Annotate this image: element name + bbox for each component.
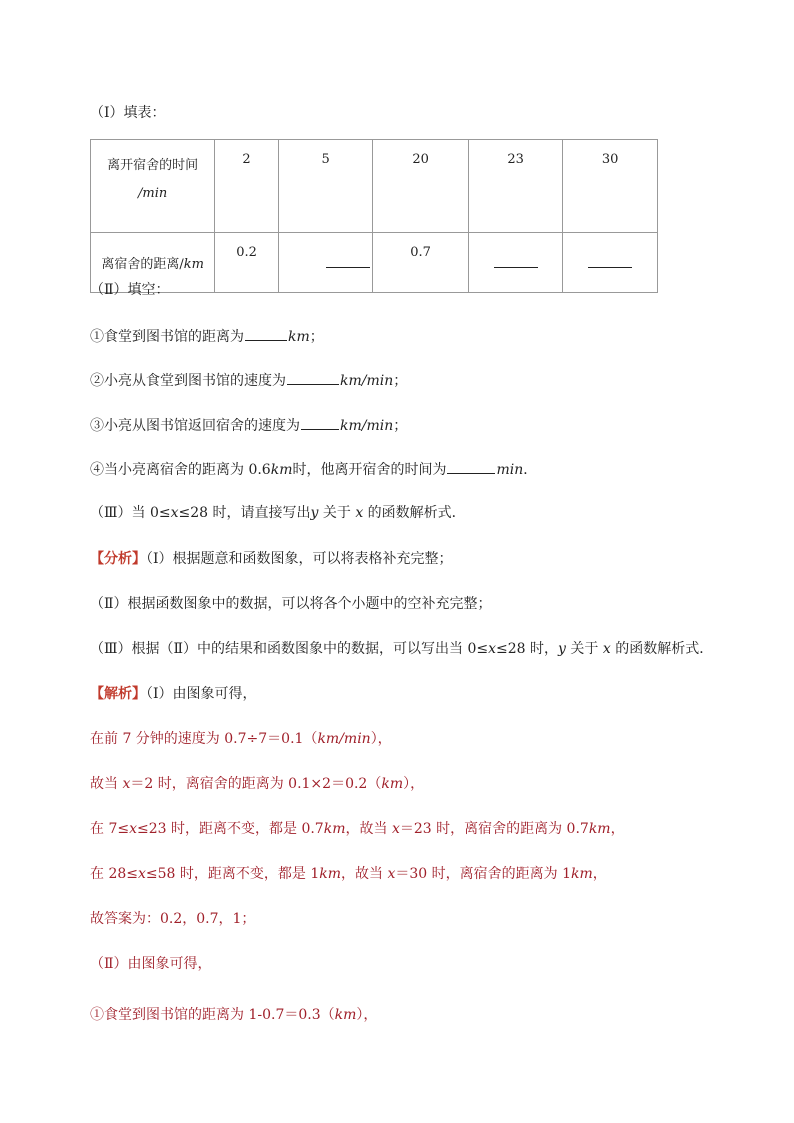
solution-text: ＝30 时，离宿舍的距离为 1 bbox=[395, 866, 572, 882]
table-row bbox=[91, 140, 658, 233]
part2-title: （Ⅱ）填空： bbox=[90, 282, 170, 298]
solution-line-2 bbox=[90, 730, 392, 748]
part3-text: 的函数解析式． bbox=[363, 505, 466, 521]
solution-text: ）， bbox=[403, 776, 425, 792]
q2-suffix: ； bbox=[393, 373, 408, 389]
var-x: x bbox=[355, 505, 364, 521]
solution-text: ①食堂到图书馆的距离为 1-0.7＝0.3（ bbox=[90, 1007, 335, 1023]
part1-title: （Ⅰ）填表： bbox=[90, 105, 166, 121]
solution-line-3 bbox=[90, 775, 424, 793]
question-3 bbox=[90, 415, 407, 435]
var-x: x bbox=[122, 776, 131, 792]
solution-text: ，故当 bbox=[341, 866, 388, 882]
q4-unit-km: km bbox=[270, 462, 293, 478]
unit: km/min bbox=[317, 731, 371, 747]
q3-text: ③小亮从图书馆返回宿舍的速度为 bbox=[90, 418, 300, 434]
q1-suffix: ； bbox=[309, 329, 324, 345]
solution-text: ）， bbox=[370, 731, 392, 747]
analysis-text: ≤28 时， bbox=[496, 641, 559, 657]
time-cell: 20 bbox=[373, 140, 468, 233]
question-4 bbox=[90, 459, 537, 479]
var-x: x bbox=[170, 505, 179, 521]
var-x: x bbox=[138, 866, 146, 882]
var-x: x bbox=[387, 866, 396, 882]
distance-blank-cell[interactable] bbox=[468, 233, 563, 293]
var-x: x bbox=[391, 821, 400, 837]
solution-line-7: （Ⅱ）由图象可得， bbox=[90, 956, 212, 972]
var-x: x bbox=[129, 821, 137, 837]
q2-text: ②小亮从食堂到图书馆的速度为 bbox=[90, 373, 286, 389]
analysis-line-1 bbox=[90, 550, 453, 568]
q1-unit: km bbox=[288, 329, 310, 345]
solution-tag: 【解析】 bbox=[90, 686, 146, 702]
analysis-text: 关于 bbox=[565, 641, 603, 657]
answer-blank[interactable] bbox=[447, 459, 495, 474]
solution-text: ）， bbox=[356, 1007, 378, 1023]
solution-text: 故当 bbox=[90, 776, 123, 792]
time-header-line1: 离开宿舍的时间 bbox=[107, 158, 199, 173]
distance-blank-cell[interactable] bbox=[278, 233, 373, 293]
solution-text: ，故当 bbox=[345, 821, 392, 837]
answer-blank[interactable] bbox=[326, 253, 370, 268]
part3-question bbox=[90, 504, 466, 522]
time-cell: 30 bbox=[563, 140, 658, 233]
solution-text: 在前 7 分钟的速度为 0.7÷7＝0.1（ bbox=[90, 731, 318, 747]
part3-text: ≤28 时，请直接写出 bbox=[178, 505, 311, 521]
analysis-line-2: （Ⅱ）根据函数图象中的数据，可以将各个小题中的空补充完整； bbox=[90, 596, 492, 612]
q3-suffix: ； bbox=[393, 418, 408, 434]
unit: km bbox=[588, 821, 611, 837]
q3-unit: km/min bbox=[340, 418, 394, 434]
solution-text: ≤58 时，距离不变，都是 1 bbox=[145, 866, 320, 882]
analysis-text: （Ⅲ）根据（Ⅱ）中的结果和函数图象中的数据，可以写出当 0≤ bbox=[90, 641, 489, 657]
time-header-cell bbox=[91, 140, 215, 233]
analysis-line-3 bbox=[90, 640, 713, 658]
analysis-tag: 【分析】 bbox=[90, 551, 146, 567]
table-row bbox=[91, 233, 658, 293]
part3-text: 关于 bbox=[318, 505, 356, 521]
unit: km bbox=[381, 776, 404, 792]
var-y: y bbox=[558, 641, 566, 657]
q4-unit-min: min bbox=[496, 462, 524, 478]
unit: km bbox=[571, 866, 593, 882]
time-header-unit: /min bbox=[138, 186, 168, 201]
part3-text: （Ⅲ）当 0≤ bbox=[90, 505, 171, 521]
answer-blank[interactable] bbox=[588, 253, 632, 268]
solution-text: ＝23 时，离宿舍的距离为 0.7 bbox=[399, 821, 589, 837]
q2-unit: km/min bbox=[340, 373, 394, 389]
solution-text: ≤23 时，距离不变，都是 0.7 bbox=[137, 821, 324, 837]
answer-blank[interactable] bbox=[287, 370, 339, 385]
fill-table bbox=[90, 139, 658, 293]
distance-blank-cell[interactable] bbox=[563, 233, 658, 293]
var-y: y bbox=[310, 505, 319, 521]
solution-line-6: 故答案为：0.2，0.7，1； bbox=[90, 911, 256, 927]
q4-mid: 时，他离开宿舍的时间为 bbox=[292, 462, 447, 478]
solution-text: 在 28≤ bbox=[90, 866, 138, 882]
time-cell: 5 bbox=[278, 140, 373, 233]
unit: km bbox=[334, 1007, 357, 1023]
time-cell: 2 bbox=[215, 140, 279, 233]
unit: km bbox=[319, 866, 342, 882]
solution-text: ＝2 时，离宿舍的距离为 0.1×2＝0.2（ bbox=[130, 776, 382, 792]
time-cell: 23 bbox=[468, 140, 563, 233]
unit: km bbox=[323, 821, 346, 837]
solution-line-8 bbox=[90, 1006, 377, 1024]
solution-text: ， bbox=[610, 821, 625, 837]
distance-cell: 0.7 bbox=[373, 233, 468, 293]
answer-blank[interactable] bbox=[301, 415, 339, 430]
solution-line-5 bbox=[90, 865, 607, 883]
solution-line-1 bbox=[90, 685, 257, 703]
var-x: x bbox=[602, 641, 611, 657]
q4-text: ④当小亮离宿舍的距离为 0.6 bbox=[90, 462, 271, 478]
answer-blank[interactable] bbox=[245, 326, 287, 341]
answer-blank[interactable] bbox=[494, 253, 538, 268]
analysis-text: （Ⅰ）根据题意和函数图象，可以将表格补充完整； bbox=[146, 551, 453, 567]
q4-suffix: ． bbox=[523, 462, 538, 478]
question-2 bbox=[90, 370, 407, 390]
q1-text: ①食堂到图书馆的距离为 bbox=[90, 329, 244, 345]
solution-text: ， bbox=[592, 866, 607, 882]
solution-text: （Ⅰ）由图象可得， bbox=[146, 686, 257, 702]
question-1 bbox=[90, 326, 324, 346]
distance-header-unit: km bbox=[183, 257, 204, 272]
solution-line-4 bbox=[90, 820, 625, 838]
solution-text: 在 7≤ bbox=[90, 821, 130, 837]
distance-cell: 0.2 bbox=[215, 233, 279, 293]
var-x: x bbox=[488, 641, 497, 657]
analysis-text: 的函数解析式． bbox=[610, 641, 714, 657]
distance-header-label: 离宿舍的距离/ bbox=[101, 257, 184, 272]
